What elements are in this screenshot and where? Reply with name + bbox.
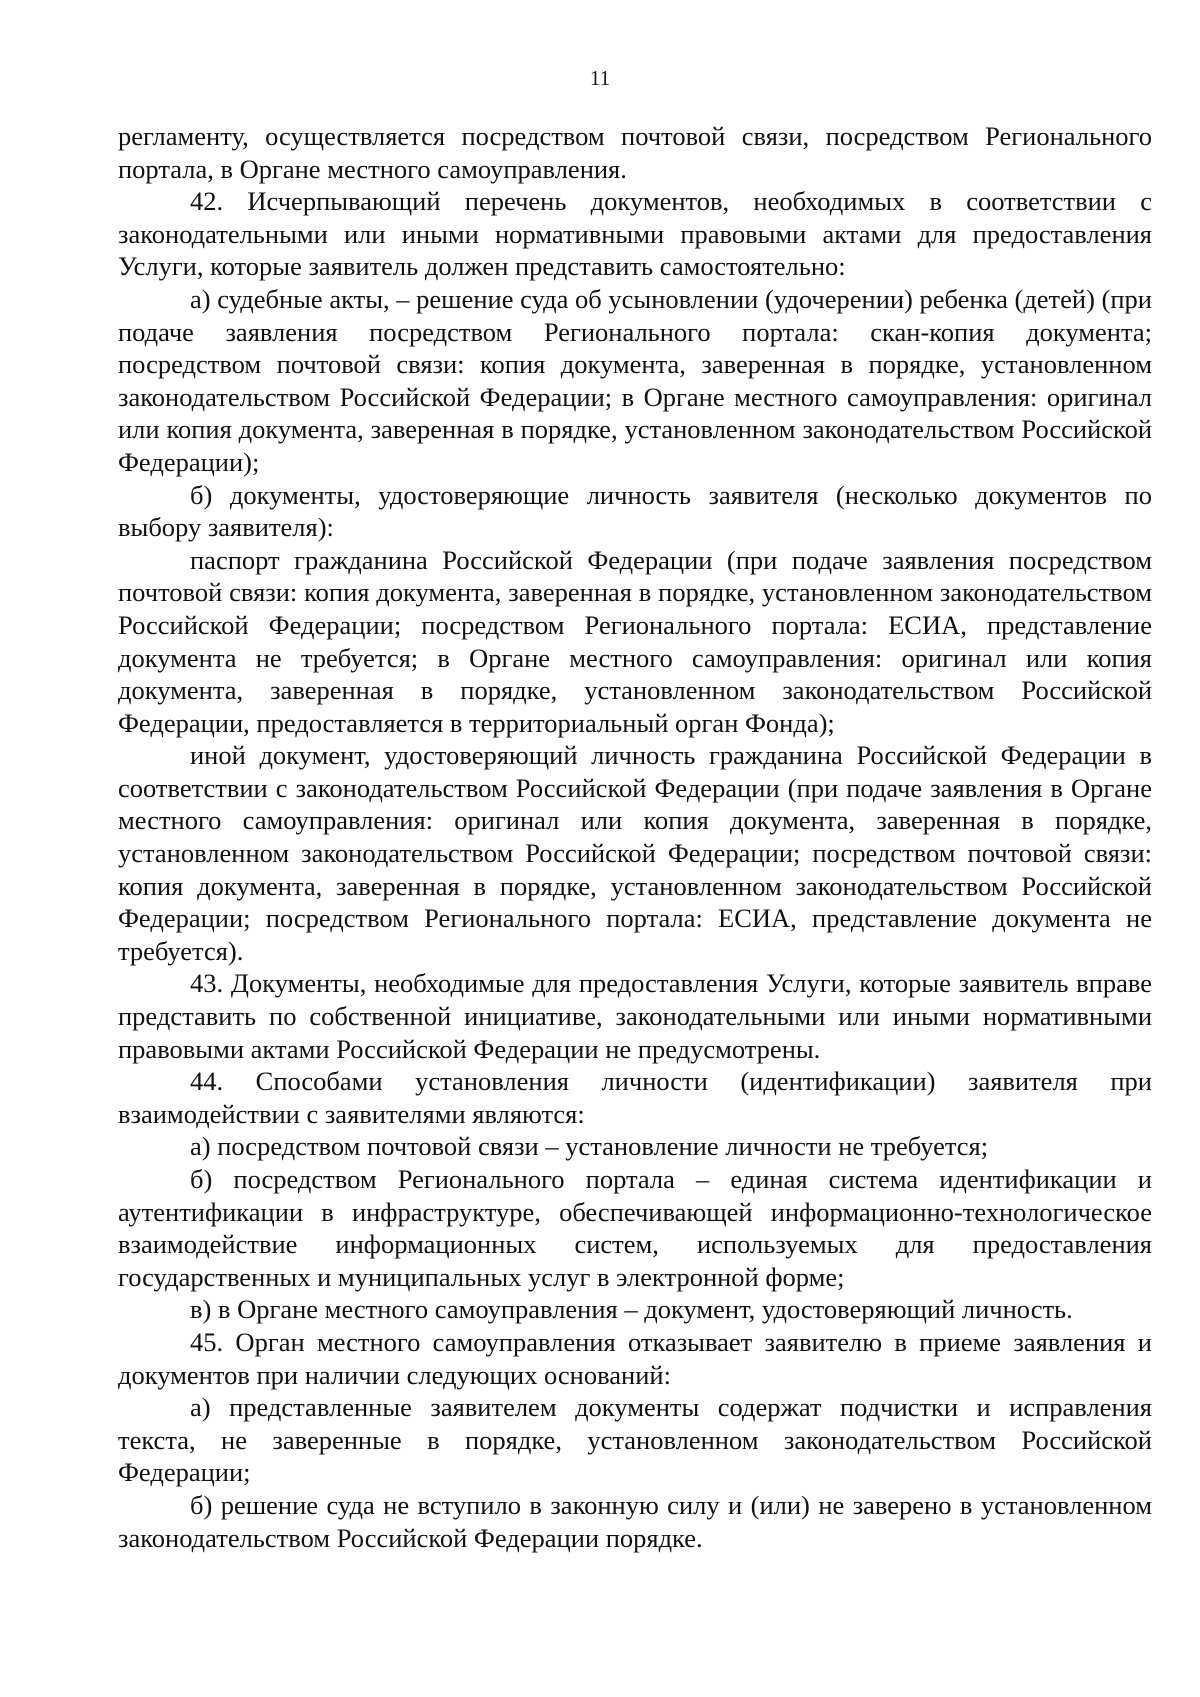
paragraph-passport: паспорт гражданина Российской Федерации (при подаче заявления посредством почтовой связи: копия документа, заверенная в порядке, установленном законодательством Российской Федерации; посредством Регионального портала: ЕСИА, представление документа не требуется; в Органе местного самоуправления: оригинал или копия документа, заверенная в порядке, установленном законодательством Российской Федерации, предоставляется в территориальный орган Фонда); xyxy=(118,544,1152,738)
document-body xyxy=(118,120,1152,1554)
paragraph-44-v: в) в Органе местного самоуправления – документ, удостоверяющий личность. xyxy=(190,1294,1073,1325)
paragraph-item-45: 45. Орган местного самоуправления отказывает заявителю в приеме заявления и документов при наличии следующих оснований: xyxy=(118,1326,1152,1390)
paragraph-44-a: а) посредством почтовой связи – установление личности не требуется; xyxy=(190,1131,989,1162)
paragraph-45-b: б) решение суда не вступило в законную силу и (или) не заверено в установленном законодательством Российской Федерации порядке. xyxy=(118,1489,1152,1553)
page-number: 11 xyxy=(589,66,611,90)
paragraph-44-b: б) посредством Регионального портала – единая система идентификации и аутентификации в инфраструктуре, обеспечивающей информационно-технологическое взаимодействие информационных систем, используемых для предоставления государственных и муниципальных услуг в электронной форме; xyxy=(118,1164,1152,1292)
paragraph-item-44: 44. Способами установления личности (идентификации) заявителя при взаимодействии с заявителями являются: xyxy=(118,1066,1152,1129)
paragraph-item-43: 43. Документы, необходимые для предоставления Услуги, которые заявитель вправе представить по собственной инициативе, законодательными или иными нормативными правовыми актами Российской Федерации не предусмотрены. xyxy=(118,968,1152,1064)
paragraph-item-42: 42. Исчерпывающий перечень документов, необходимых в соответствии с законодательными или иными нормативными правовыми актами для предоставления Услуги, которые заявитель должен представить самостоятельно: xyxy=(118,186,1152,282)
paragraph-42-b: б) документы, удостоверяющие личность заявителя (несколько документов по выбору заявителя): xyxy=(118,479,1152,543)
paragraph-other-document: иной документ, удостоверяющий личность гражданина Российской Федерации в соответствии с законодательством Российской Федерации (при подаче заявления в Органе местного самоуправления: оригинал или копия документа, заверенная в порядке, установленном законодательством Российской Федерации; посредством почтовой связи: копия документа, заверенная в порядке, установленном законодательством Российской Федерации; посредством Регионального портала: ЕСИА, представление документа не требуется). xyxy=(118,740,1152,966)
paragraph-42-a: а) судебные акты, – решение суда об усыновлении (удочерении) ребенка (детей) (при подаче заявления посредством Регионального портала: скан-копия документа; посредством почтовой связи: копия документа, заверенная в порядке, установленном законодательством Российской Федерации; в Органе местного самоуправления: оригинал или копия документа, заверенная в порядке, установленном законодательством Российской Федерации); xyxy=(118,283,1152,477)
paragraph-continuation: регламенту, осуществляется посредством почтовой связи, посредством Регионального портала, в Органе местного самоуправления. xyxy=(118,121,1152,184)
paragraph-45-a: а) представленные заявителем документы содержат подчистки и исправления текста, не заверенные в порядке, установленном законодательством Российской Федерации; xyxy=(118,1392,1152,1488)
